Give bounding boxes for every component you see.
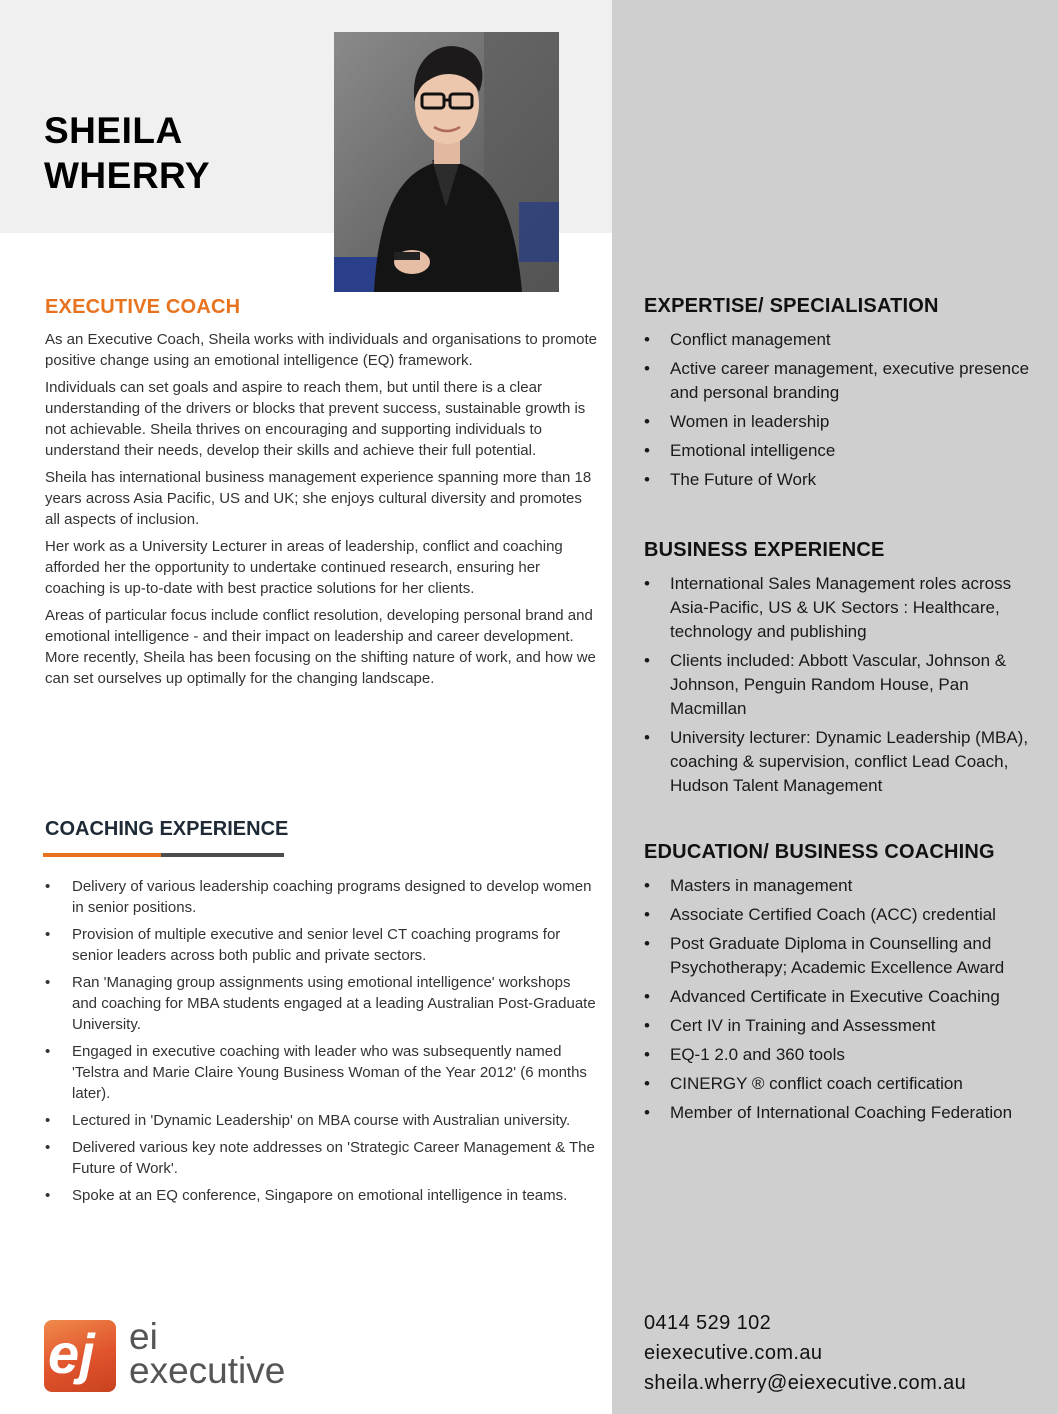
list-item (644, 1101, 1044, 1125)
bullet-icon: • (644, 728, 650, 747)
list-item-text: Engaged in executive coaching with leader who was subsequently named 'Telstra and Marie Claire Young Business Woman of the Year 2012' (6 months later). (72, 1043, 587, 1102)
list-item-text: International Sales Management roles across Asia-Pacific, US & UK Sectors : Healthcare, technology and publishing (670, 574, 1012, 641)
list-item (45, 924, 597, 966)
contact-email: sheila.wherry@eiexecutive.com.au (644, 1372, 967, 1394)
heading-underline-divider (43, 853, 284, 857)
bullet-icon: • (644, 574, 650, 593)
bullet-icon: • (644, 876, 650, 895)
list-item (644, 932, 1044, 980)
contact-phone: 0414 529 102 (644, 1312, 772, 1334)
bullet-icon: • (644, 412, 650, 431)
name-line-1: SHEILA (44, 110, 183, 151)
list-item-text: Advanced Certificate in Executive Coaching (670, 987, 1000, 1006)
bullet-icon: • (644, 1045, 650, 1064)
list-item (644, 726, 1044, 798)
bio-paragraph: As an Executive Coach, Sheila works with individuals and organisations to promote positive change using an emotional intelligence (EQ) framework. (45, 331, 597, 369)
logo-text-ei: ei (129, 1316, 158, 1357)
business-experience-section (644, 539, 1044, 803)
expertise-heading: EXPERTISE/ SPECIALISATION (644, 295, 939, 317)
list-item (45, 972, 597, 1035)
bullet-icon: • (644, 470, 650, 489)
portrait-illustration (334, 32, 559, 292)
bullet-icon: • (45, 878, 51, 895)
name-line-2: WHERRY (44, 155, 211, 196)
executive-coach-heading: EXECUTIVE COACH (45, 296, 241, 318)
bio-paragraph: Her work as a University Lecturer in areas of leadership, conflict and coaching afforded her the opportunity to undertake continued research, ensuring her coaching is up-to-date with best practice solutions for her clients. (45, 538, 563, 597)
bullet-icon: • (644, 905, 650, 924)
list-item-text: The Future of Work (670, 470, 817, 489)
business-experience-list (644, 572, 1044, 798)
list-item (644, 410, 1044, 434)
bullet-icon: • (644, 934, 650, 953)
list-item-text: Women in leadership (670, 412, 830, 431)
list-item (644, 439, 1044, 463)
bullet-icon: • (45, 1112, 51, 1129)
list-item-text: Provision of multiple executive and senior level CT coaching programs for senior leaders across both public and private sectors. (72, 926, 561, 964)
list-item-text: Active career management, executive presence and personal branding (670, 359, 1030, 402)
contact-details (644, 1308, 1044, 1398)
list-item-text: Cert IV in Training and Assessment (670, 1016, 936, 1035)
list-item-text: University lecturer: Dynamic Leadership (MBA), coaching & supervision, conflict Lead Coach, Hudson Talent Management (670, 728, 1029, 795)
list-item (45, 876, 597, 918)
list-item (644, 903, 1044, 927)
list-item-text: Emotional intelligence (670, 441, 836, 460)
coaching-experience-heading: COACHING EXPERIENCE (45, 818, 289, 840)
bullet-icon: • (644, 651, 650, 670)
list-item (644, 468, 1044, 492)
bio-paragraph: Sheila has international business management experience spanning more than 18 years across Asia Pacific, US and UK; she enjoys cultural diversity and promotes all aspects of inclusion. (45, 469, 592, 528)
contact-website: eiexecutive.com.au (644, 1342, 823, 1364)
executive-coach-section (45, 296, 597, 695)
bullet-icon: • (45, 1187, 51, 1204)
bullet-icon: • (644, 441, 650, 460)
bullet-icon: • (45, 1043, 51, 1060)
list-item-text: Spoke at an EQ conference, Singapore on emotional intelligence in teams. (72, 1187, 568, 1204)
list-item (644, 328, 1044, 352)
bullet-icon: • (644, 1103, 650, 1122)
bullet-icon: • (45, 974, 51, 991)
bullet-icon: • (644, 359, 650, 378)
business-experience-heading: BUSINESS EXPERIENCE (644, 539, 885, 561)
bullet-icon: • (644, 330, 650, 349)
logo-mark-icon: ej (44, 1320, 116, 1392)
list-item-text: Ran 'Managing group assignments using emotional intelligence' workshops and coaching for MBA students engaged at a leading Australian Post-Graduate University. (72, 974, 596, 1033)
list-item (644, 985, 1044, 1009)
bullet-icon: • (45, 1139, 51, 1156)
education-section (644, 841, 1044, 1130)
person-name (44, 108, 210, 198)
list-item-text: Clients included: Abbott Vascular, Johnson & Johnson, Penguin Random House, Pan Macmillan (670, 651, 1007, 718)
coaching-experience-list (45, 876, 597, 1212)
logo-text-executive: executive (129, 1350, 286, 1391)
list-item (644, 1072, 1044, 1096)
list-item-text: Lectured in 'Dynamic Leadership' on MBA course with Australian university. (72, 1112, 571, 1129)
expertise-section (644, 295, 1044, 497)
list-item (644, 649, 1044, 721)
list-item-text: Conflict management (670, 330, 831, 349)
bio-paragraph: Individuals can set goals and aspire to reach them, but until there is a clear understanding of the drivers or blocks that prevent success, sustainable growth is not achievable. Sheila thrives on encouraging and supporting individuals to understand their needs, develop their skills and achieve their full potential. (45, 379, 586, 459)
list-item-text: Delivered various key note addresses on 'Strategic Career Management & The Future of Work'. (72, 1139, 595, 1177)
list-item-text: Delivery of various leadership coaching programs designed to develop women in senior positions. (72, 878, 592, 916)
list-item (45, 1185, 597, 1206)
list-item-text: CINERGY ® conflict coach certification (670, 1074, 963, 1093)
expertise-list (644, 328, 1044, 492)
list-item-text: EQ-1 2.0 and 360 tools (670, 1045, 845, 1064)
list-item-text: Post Graduate Diploma in Counselling and Psychotherapy; Academic Excellence Award (670, 934, 1005, 977)
bullet-icon: • (45, 926, 51, 943)
list-item (45, 1041, 597, 1104)
education-heading: EDUCATION/ BUSINESS COACHING (644, 841, 995, 863)
list-item (644, 874, 1044, 898)
list-item (644, 357, 1044, 405)
list-item-text: Associate Certified Coach (ACC) credential (670, 905, 996, 924)
list-item (644, 572, 1044, 644)
list-item (45, 1137, 597, 1179)
list-item-text: Member of International Coaching Federation (670, 1103, 1013, 1122)
profile-photo (334, 32, 559, 292)
list-item-text: Masters in management (670, 876, 853, 895)
ei-executive-logo (44, 1318, 304, 1394)
bio-paragraph: Areas of particular focus include conflict resolution, developing personal brand and emotional intelligence - and their impact on leadership and career development. More recently, Sheila has been focusing on the shifting nature of work, and how we can set ourselves up optimally for the changing landscape. (45, 607, 596, 687)
list-item (644, 1043, 1044, 1067)
list-item (45, 1110, 597, 1131)
bullet-icon: • (644, 1074, 650, 1093)
education-list (644, 874, 1044, 1125)
bullet-icon: • (644, 1016, 650, 1035)
list-item (644, 1014, 1044, 1038)
bullet-icon: • (644, 987, 650, 1006)
